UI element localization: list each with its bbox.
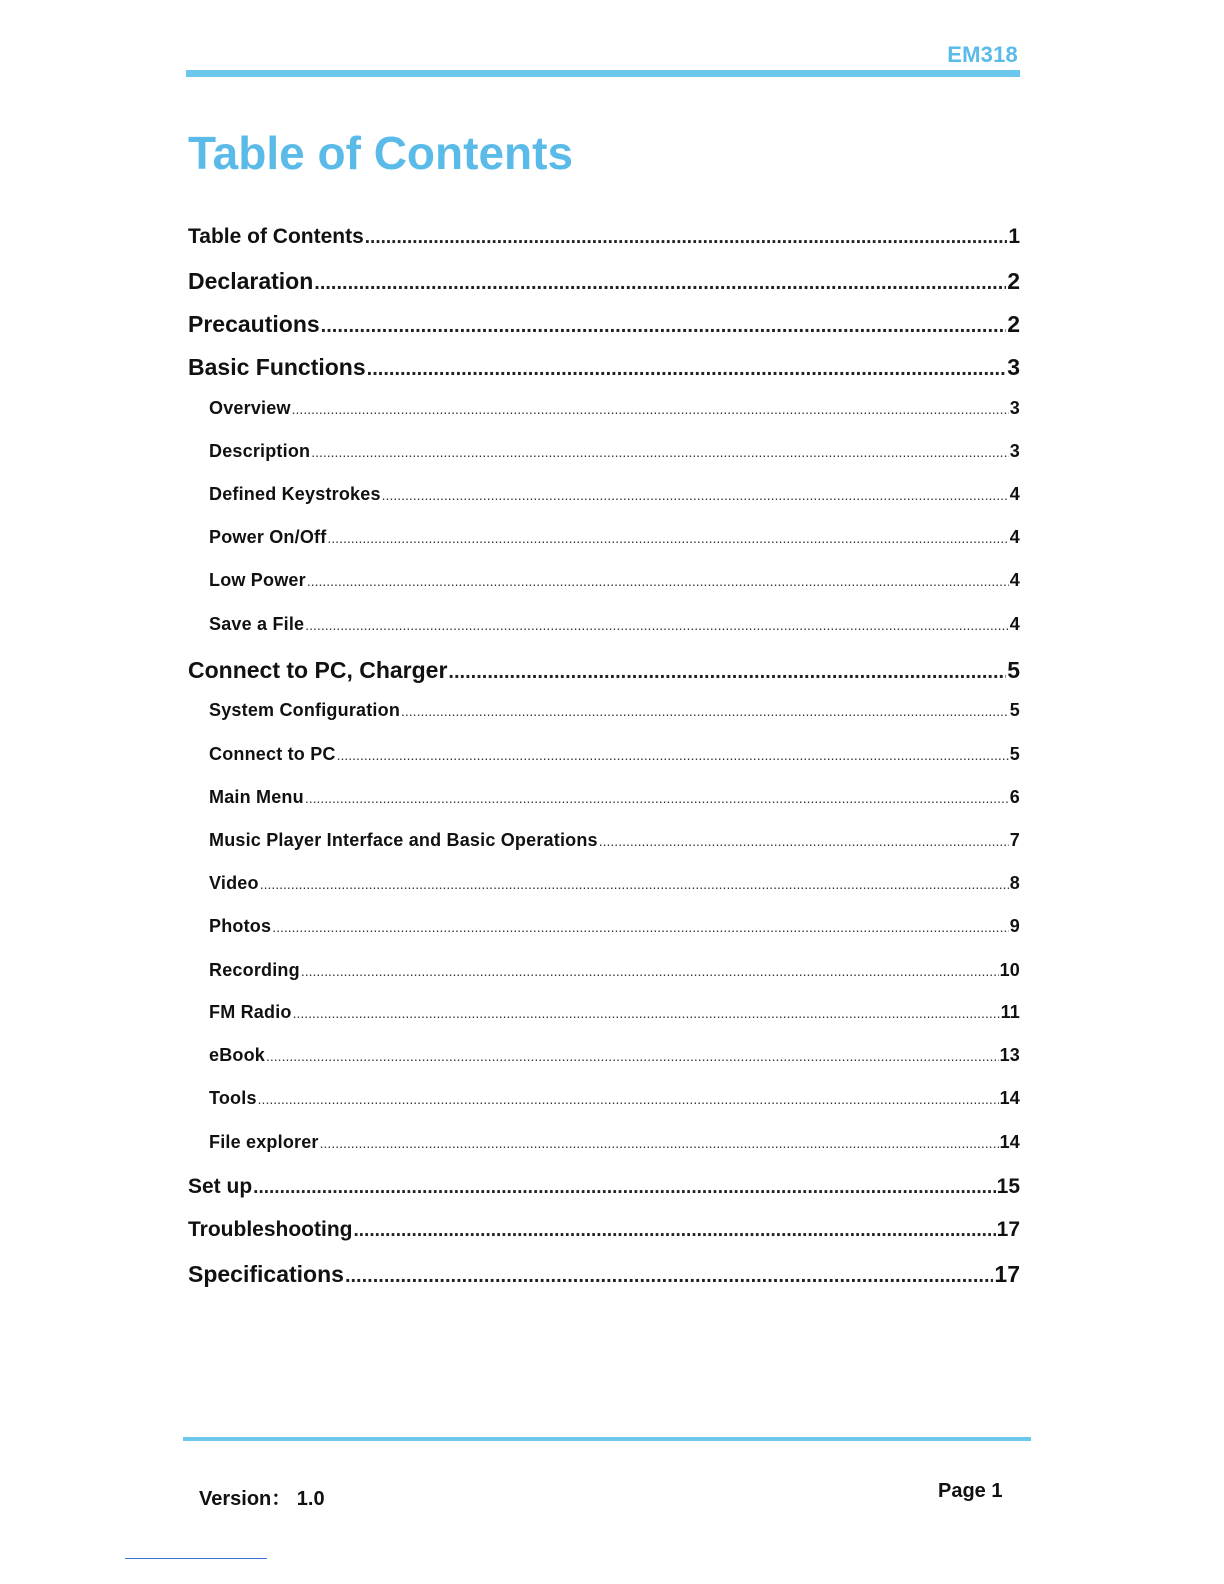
toc-entry[interactable] xyxy=(209,960,1020,981)
toc-entry-title: Save a File xyxy=(209,614,305,634)
toc-entry[interactable] xyxy=(188,1175,1020,1199)
toc-dot-leader xyxy=(599,833,1009,849)
toc-entry-title: Video xyxy=(209,873,259,893)
toc-entry[interactable] xyxy=(209,1002,1020,1023)
toc-entry-page: 4 xyxy=(1009,570,1020,590)
toc-entry[interactable] xyxy=(188,225,1020,249)
header-model-code: EM318 xyxy=(947,42,1018,67)
toc-entry[interactable] xyxy=(209,787,1020,808)
toc-entry-title: Precautions xyxy=(188,311,320,337)
toc-entry-title: Music Player Interface and Basic Operations xyxy=(209,830,598,850)
toc-dot-leader xyxy=(448,661,1006,684)
toc-entry[interactable] xyxy=(188,354,1020,381)
toc-entry-title: eBook xyxy=(209,1045,266,1065)
toc-dot-leader xyxy=(292,401,1009,417)
toc-entry-page: 14 xyxy=(999,1088,1020,1108)
toc-entry-page: 1 xyxy=(1008,225,1020,248)
toc-dot-leader xyxy=(353,1220,995,1242)
toc-dot-leader xyxy=(337,747,1009,763)
toc-entry-page: 3 xyxy=(1009,398,1020,418)
toc-entry-page: 3 xyxy=(1007,354,1020,380)
toc-dot-leader xyxy=(367,358,1007,381)
toc-dot-leader xyxy=(307,573,1009,589)
toc-entry-page: 4 xyxy=(1009,484,1020,504)
toc-entry-page: 8 xyxy=(1009,873,1020,893)
toc-entry-title: Troubleshooting xyxy=(188,1218,353,1241)
toc-entry[interactable] xyxy=(209,1045,1020,1066)
toc-entry-title: Set up xyxy=(188,1175,253,1198)
toc-entry-page: 15 xyxy=(996,1175,1020,1198)
toc-entry-title: Description xyxy=(209,441,311,461)
toc-entry-title: Basic Functions xyxy=(188,354,366,380)
toc-entry-page: 5 xyxy=(1009,700,1020,720)
toc-entry[interactable] xyxy=(209,744,1020,765)
toc-dot-leader xyxy=(382,487,1009,503)
toc-entry-page: 4 xyxy=(1009,614,1020,634)
toc-entry[interactable] xyxy=(188,311,1020,338)
link-underline xyxy=(125,1558,267,1559)
toc-entry-title: Connect to PC xyxy=(209,744,336,764)
toc-entry-page: 13 xyxy=(999,1045,1020,1065)
toc-entry-page: 6 xyxy=(1009,787,1020,807)
toc-entry[interactable] xyxy=(209,398,1020,419)
toc-entry-title: Defined Keystrokes xyxy=(209,484,381,504)
toc-entry-page: 7 xyxy=(1009,830,1020,850)
toc-dot-leader xyxy=(365,227,1008,249)
toc-entry[interactable] xyxy=(209,916,1020,937)
toc-entry[interactable] xyxy=(188,268,1020,295)
toc-entry-page: 3 xyxy=(1009,441,1020,461)
toc-entry[interactable] xyxy=(209,830,1020,851)
toc-dot-leader xyxy=(266,1048,999,1064)
toc-entry-title: Low Power xyxy=(209,570,306,590)
toc-dot-leader xyxy=(293,1005,1000,1021)
toc-dot-leader xyxy=(345,1265,993,1288)
toc-entry-title: Photos xyxy=(209,916,272,936)
toc-entry-page: 11 xyxy=(1000,1002,1020,1022)
toc-dot-leader xyxy=(321,315,1007,338)
toc-entry-page: 9 xyxy=(1009,916,1020,936)
toc-entry[interactable] xyxy=(209,441,1020,462)
toc-dot-leader xyxy=(258,1091,999,1107)
toc-entry-title: Table of Contents xyxy=(188,225,364,248)
toc-entry[interactable] xyxy=(209,700,1020,721)
toc-entry[interactable] xyxy=(209,873,1020,894)
toc-entry-page: 2 xyxy=(1007,268,1020,294)
toc-entry-page: 14 xyxy=(999,1132,1020,1152)
toc-entry-title: Tools xyxy=(209,1088,257,1108)
toc-entry[interactable] xyxy=(188,657,1020,684)
footer-rule xyxy=(183,1437,1031,1441)
toc-dot-leader xyxy=(320,1135,999,1151)
page-title: Table of Contents xyxy=(188,127,574,179)
toc-entry-page: 17 xyxy=(996,1218,1020,1241)
toc-entry[interactable] xyxy=(209,570,1020,591)
footer-version: Version： 1.0 xyxy=(199,1488,325,1510)
toc-dot-leader xyxy=(253,1177,995,1199)
toc-entry[interactable] xyxy=(188,1218,1020,1242)
toc-entry[interactable] xyxy=(209,484,1020,505)
toc-dot-leader xyxy=(401,703,1009,719)
toc-dot-leader xyxy=(305,617,1009,633)
toc-entry[interactable] xyxy=(209,527,1020,548)
toc-entry-page: 10 xyxy=(999,960,1020,980)
toc-entry[interactable] xyxy=(209,1088,1020,1109)
toc-entry-page: 5 xyxy=(1007,657,1020,683)
toc-dot-leader xyxy=(311,444,1009,460)
toc-dot-leader xyxy=(305,790,1009,806)
toc-entry[interactable] xyxy=(209,614,1020,635)
toc-entry-page: 5 xyxy=(1009,744,1020,764)
toc-entry-title: Power On/Off xyxy=(209,527,327,547)
footer-page-number: Page 1 xyxy=(938,1480,1003,1502)
toc-entry[interactable] xyxy=(209,1132,1020,1153)
toc-dot-leader xyxy=(272,919,1009,935)
toc-dot-leader xyxy=(314,272,1006,295)
toc-entry-title: Main Menu xyxy=(209,787,304,807)
toc-entry-title: File explorer xyxy=(209,1132,319,1152)
toc-entry-title: FM Radio xyxy=(209,1002,292,1022)
toc-entry-page: 4 xyxy=(1009,527,1020,547)
toc-entry-title: Connect to PC, Charger xyxy=(188,657,448,683)
toc-entry-title: Declaration xyxy=(188,268,314,294)
header-rule xyxy=(186,70,1020,77)
toc-entry-title: Recording xyxy=(209,960,300,980)
toc-entry-page: 17 xyxy=(994,1261,1020,1287)
toc-dot-leader xyxy=(301,963,999,979)
toc-entry-title: Overview xyxy=(209,398,291,418)
toc-dot-leader xyxy=(327,530,1008,546)
toc-entry[interactable] xyxy=(188,1261,1020,1288)
toc-dot-leader xyxy=(260,876,1009,892)
toc-entry-title: System Configuration xyxy=(209,700,401,720)
toc-entry-title: Specifications xyxy=(188,1261,344,1287)
toc-entry-page: 2 xyxy=(1007,311,1020,337)
